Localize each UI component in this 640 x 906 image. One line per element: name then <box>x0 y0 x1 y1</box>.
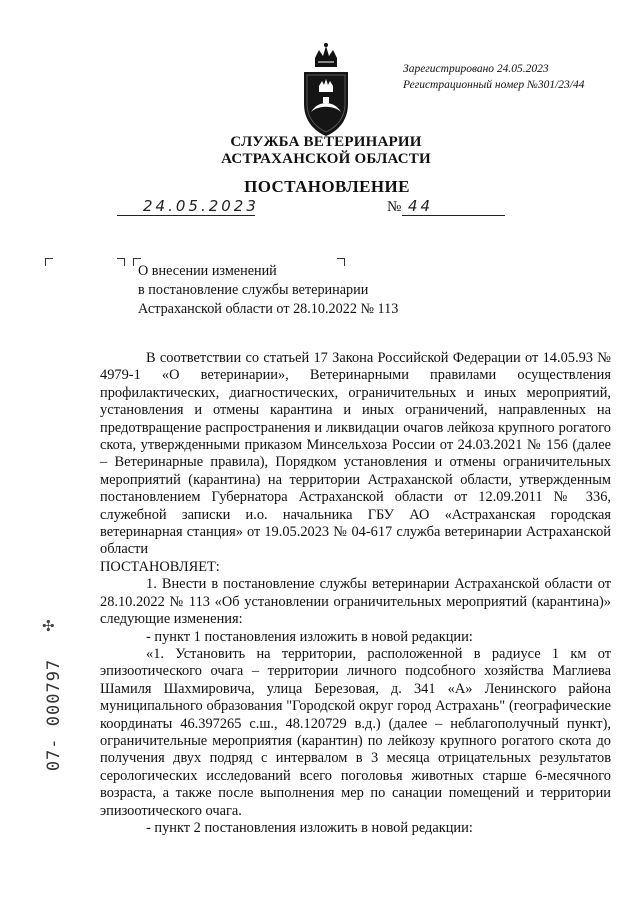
date-underline <box>117 215 255 216</box>
item-1-paragraph: 1. Внести в постановление службы ветеринарии Астраханской области от 28.10.2022 № 113 «Об установлении ограничительных мероприятий (карантина)» следующие изменения: <box>100 576 611 628</box>
document-title: ПОСТАНОВЛЕНИЕ <box>244 177 410 196</box>
subitem-2-paragraph: - пункт 2 постановления изложить в новой редакции: <box>146 819 473 836</box>
corner-mark <box>117 258 125 266</box>
subject-line2: в постановление службы ветеринарии <box>138 282 369 298</box>
quoted-point-1-paragraph: «1. Установить на территории, расположенной в радиусе 1 км от эпизоотического очага – территории личного подсобного хозяйства Маглиева Шамиля Шахмировича, улица Березовая, д. 341 «А» Ленинского района муниципального образования "Городской округ город Астрахань" (географические координаты 46.397265 с.ш., 48.120729 в.д.) (далее – неблагополучный пункт), ограничительные мероприятия (карантин) по лейкозу крупного рогатого скота до получения двух подряд с интервалом в 3 месяца отрицательных результатов серологических исследований всего поголовья животных старше 6-месячного возраста, а также после выполнения мер по санации помещений и территории эпизоотического очага. <box>100 645 611 819</box>
coat-of-arms-icon <box>298 42 354 138</box>
number-label: № <box>387 199 402 215</box>
document-body <box>100 350 611 837</box>
date-handwritten: 24.05.2023 <box>143 197 259 215</box>
number-handwritten: 44 <box>408 197 434 215</box>
number-underline <box>402 215 505 216</box>
subject-line3: Астраханской области от 28.10.2022 № 113 <box>138 301 399 317</box>
date-field <box>113 197 259 216</box>
subitem-1-paragraph: - пункт 1 постановления изложить в новой редакции: <box>146 628 473 645</box>
preamble-paragraph: В соответствии со статьей 17 Закона Российской Федерации от 14.05.93 № 4979-1 «О ветеринарии», Ветеринарными правилами осуществления профилактических, диагностических, ограничительных и иных мероприятий, установления и отмены карантина и иных ограничений, направленных на предотвращение распространения и ликвидации очагов лейкоза крупного рогатого скота, утвержденными приказом Минсельхоза России от 24.03.2021 № 156 (далее – Ветеринарные правила), Порядком установления и отмены ограничительных мероприятий (карантина) на территории Астраханской области, утвержденным постановлением Губернатора Астраханской области от 12.09.2011 № 336, служебной записки и.о. начальника ГБУ АО «Астраханская городская ветеринарная станция» от 19.05.2023 № 04-617 служба ветеринарии Астраханской области <box>100 350 611 558</box>
corner-mark <box>45 258 53 266</box>
archive-number: 07- 000797 <box>44 658 64 772</box>
number-field <box>402 199 505 216</box>
resolves-heading: ПОСТАНОВЛЯЕТ: <box>100 558 220 575</box>
org-name-line1: СЛУЖБА ВЕТЕРИНАРИИ <box>230 134 422 150</box>
org-name-line2: АСТРАХАНСКОЙ ОБЛАСТИ <box>221 151 431 167</box>
archive-number-stamp <box>40 655 68 775</box>
subject-line1: О внесении изменений <box>138 263 277 279</box>
archive-mark-icon: ✣ <box>42 619 55 635</box>
registration-number: Регистрационный номер №301/23/44 <box>403 79 585 91</box>
registration-date: Зарегистрировано 24.05.2023 <box>403 63 549 75</box>
corner-mark <box>337 258 345 266</box>
